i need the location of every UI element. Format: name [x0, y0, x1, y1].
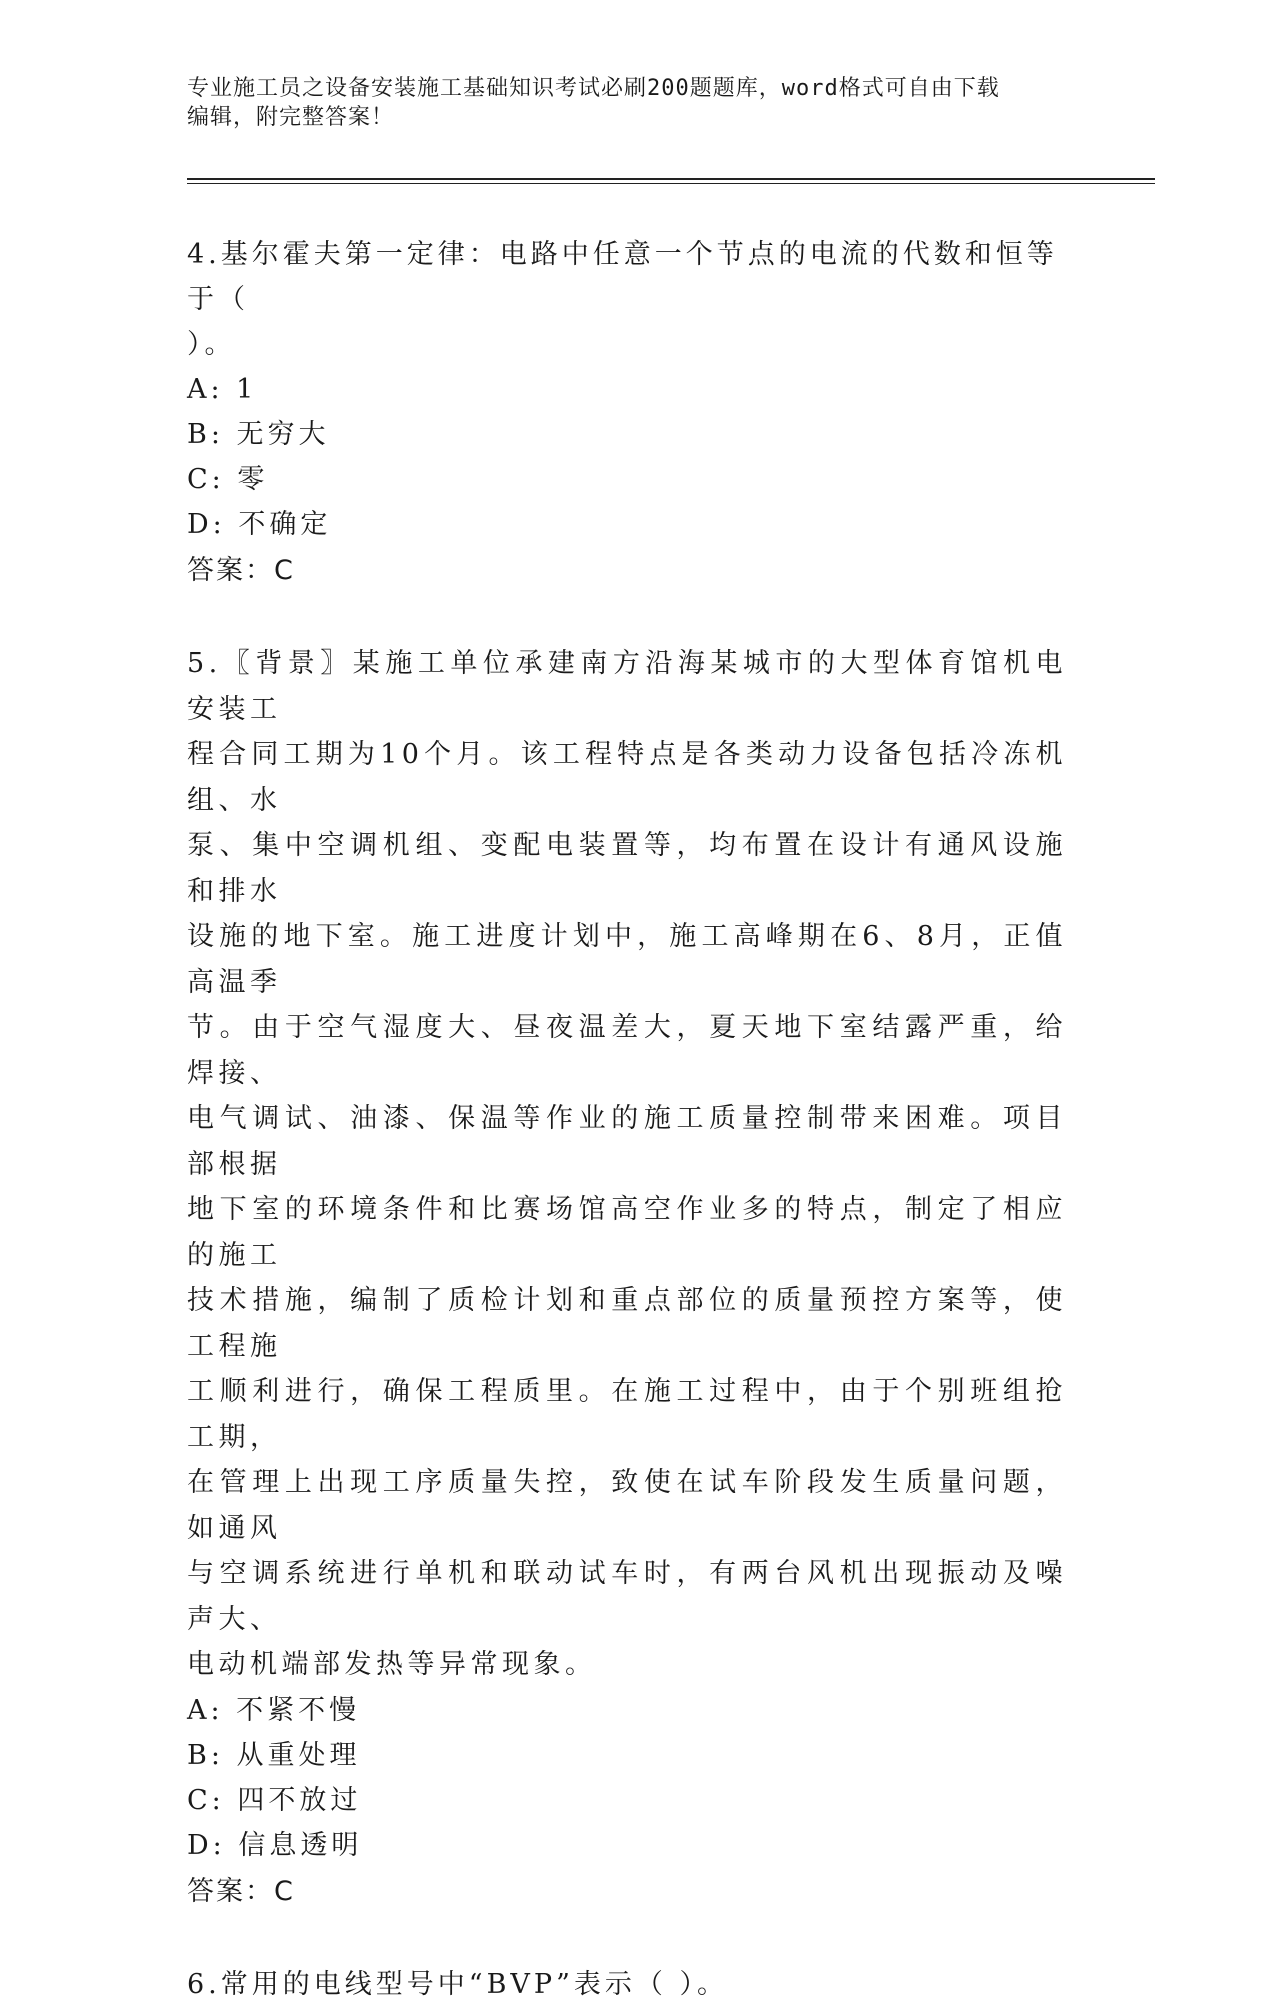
question-stem-line: 与空调系统进行单机和联动试车时，有两台风机出现振动及噪声大、 [187, 1558, 1067, 1635]
option-b: B: 无穷大 [187, 419, 330, 450]
question-stem-line: ）。 [187, 329, 236, 360]
option-c: C: 零 [187, 464, 269, 495]
header-divider-thick [187, 178, 1155, 180]
question-stem-line: 电气调试、油漆、保温等作业的施工质量控制带来困难。项目部根据 [187, 1103, 1067, 1180]
question-4 [187, 232, 1067, 595]
question-stem-line: 程合同工期为10个月。该工程特点是各类动力设备包括冷冻机组、水 [187, 739, 1067, 816]
question-stem-line: 技术措施，编制了质检计划和重点部位的质量预控方案等，使工程施 [187, 1285, 1067, 1362]
answer-line: 答案：C [187, 555, 295, 586]
option-b: B: 从重处理 [187, 1739, 361, 1771]
answer-line: 答案：C [187, 1875, 295, 1907]
question-5 [187, 641, 1067, 1916]
question-stem-line: 设施的地下室。施工进度计划中，施工高峰期在6、8月，正值高温季 [187, 921, 1067, 998]
question-stem-line: 在管理上出现工序质量失控，致使在试车阶段发生质量问题，如通风 [187, 1467, 1067, 1544]
question-list [187, 232, 1067, 2007]
option-a: A: 1 [187, 374, 258, 405]
option-a: A: 不紧不慢 [187, 1694, 361, 1726]
header-line-2: 编辑，附完整答案！ [187, 105, 395, 130]
question-stem-line: 泵、集中空调机组、变配电装置等，均布置在设计有通风设施和排水 [187, 830, 1067, 907]
header-line-1: 专业施工员之设备安装施工基础知识考试必刷200题题库，word格式可自由下载 [187, 76, 1000, 101]
question-stem-line: 节。由于空气湿度大、昼夜温差大，夏天地下室结露严重，给焊接、 [187, 1012, 1067, 1089]
option-c: C: 四不放过 [187, 1784, 362, 1816]
option-d: D: 信息透明 [187, 1829, 363, 1861]
question-stem-line: 电动机端部发热等异常现象。 [187, 1649, 597, 1680]
question-stem-line: 工顺利进行，确保工程质里。在施工过程中，由于个别班组抢工期， [187, 1376, 1067, 1453]
question-stem-line: 6.常用的电线型号中“BVP”表示（ ）。 [187, 1968, 728, 2000]
question-stem-line: 4.基尔霍夫第一定律：电路中任意一个节点的电流的代数和恒等于（ [187, 239, 1058, 315]
option-d: D: 不确定 [187, 509, 332, 540]
header-divider-thin [187, 183, 1155, 184]
document-header [187, 74, 1067, 132]
question-stem-line: 5.〖背景〗某施工单位承建南方沿海某城市的大型体育馆机电安装工 [187, 648, 1067, 725]
question-6 [187, 1962, 1067, 2007]
question-stem-line: 地下室的环境条件和比赛场馆高空作业多的特点，制定了相应的施工 [187, 1194, 1067, 1271]
